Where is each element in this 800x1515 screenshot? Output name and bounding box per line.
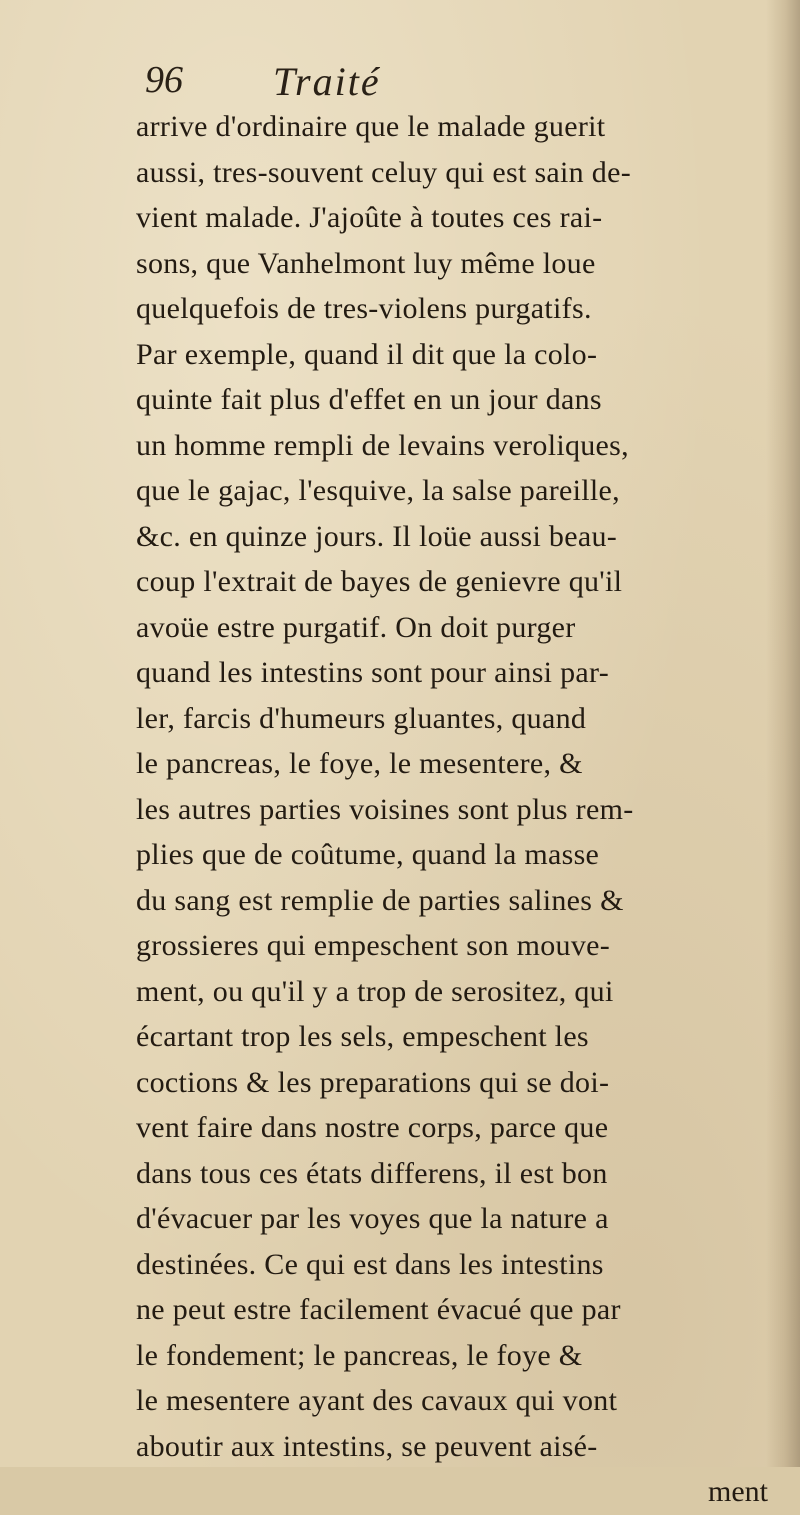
page-number: 96 [145, 59, 183, 101]
text-line: grossieres qui empeschent son mouve- [136, 929, 611, 962]
text-line: ler, farcis d'humeurs gluantes, quand [136, 701, 587, 735]
text-line: quelquefois de tres-violens purgatifs. [136, 292, 592, 325]
text-line: sons, que Vanhelmont luy même loue [136, 246, 596, 280]
text-line: avoüe estre purgatif. On doit purger [136, 610, 576, 644]
text-line: le mesentere ayant des cavaux qui vont [136, 1384, 618, 1417]
body-text [136, 104, 776, 1515]
text-line: d'évacuer par les voyes que la nature a [136, 1202, 609, 1235]
text-line: coctions & les preparations qui se doi- [136, 1065, 610, 1099]
text-line: aboutir aux intestins, se peuvent aisé- [136, 1429, 598, 1463]
text-line: que le gajac, l'esquive, la salse pareille, [136, 474, 620, 507]
catchword: ment [708, 1475, 768, 1508]
text-line: vient malade. J'ajoûte à toutes ces rai- [136, 201, 603, 234]
text-line: aussi, tres-souvent celuy qui est sain de- [136, 155, 631, 189]
text-line: coup l'extrait de bayes de genievre qu'il [136, 565, 623, 598]
text-line: quand les intestins sont pour ainsi par- [136, 656, 610, 689]
text-line: le fondement; le pancreas, le foye & [136, 1338, 583, 1372]
text-line: ne peut estre facilement évacué que par [136, 1293, 621, 1326]
text-line: dans tous ces états differens, il est bon [136, 1156, 608, 1190]
text-line: &c. en quinze jours. Il loüe aussi beau- [136, 519, 618, 553]
text-line: plies que de coûtume, quand la masse [136, 838, 600, 871]
text-line: arrive d'ordinaire que le malade guerit [136, 110, 606, 143]
text-line: les autres parties voisines sont plus rem- [136, 792, 634, 826]
text-line: destinées. Ce qui est dans les intestins [136, 1247, 604, 1281]
text-line: Par exemple, quand il dit que la colo- [136, 337, 598, 371]
text-line: le pancreas, le foye, le mesentere, & [136, 747, 583, 780]
text-line: du sang est remplie de parties salines & [136, 883, 624, 917]
text-line: vent faire dans nostre corps, parce que [136, 1111, 609, 1144]
page-header [145, 58, 705, 108]
running-title: Traité [273, 59, 381, 104]
text-line: un homme rempli de levains veroliques, [136, 428, 629, 462]
text-line: ment, ou qu'il y a trop de serositez, qui [136, 974, 614, 1008]
text-line: écartant trop les sels, empeschent les [136, 1020, 589, 1053]
text-line: quinte fait plus d'effet en un jour dans [136, 383, 602, 416]
